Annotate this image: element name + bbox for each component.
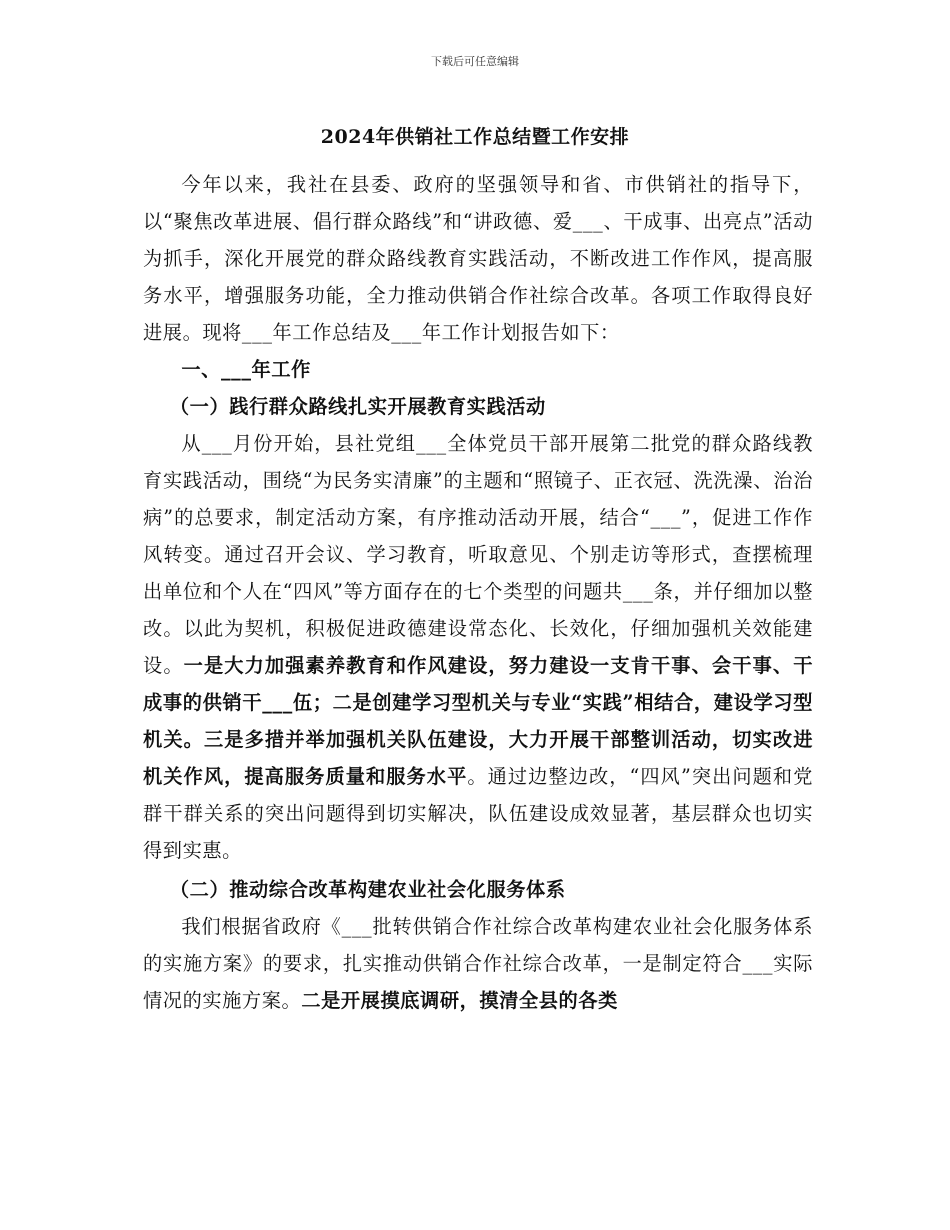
subsection-1-tail-text: 。通过边整边改，“四风”突出问题和党群干群关系的突出问题得到切实解决，队伍建设成效显著，基层群众也切实得到实惠。 [143, 765, 813, 862]
subsection-1-text: 从___月份开始，县社党组___全体党员干部开展第二批党的群众路线教育实践活动，围绕“为民务实清廉”的主题和“照镜子、正衣冠、洗洗澡、治治病”的总要求，制定活动方案，有序推动活动开展，结合“___”，促进工作作风转变。通过召开会议、学习教育，听取意见、个别走访等形式，查摆梳理出单位和个人在“四风”等方面存在的七个类型的问题共___条，并仔细加以整改。以此为契机，积极促进政德建设常态化、长效化，仔细加强机关效能建设。 [143, 432, 813, 677]
section-heading-1: 一、___年工作 [181, 358, 311, 381]
subsection-2-text: 我们根据省政府《___批转供销合作社综合改革构建农业社会化服务体系的实施方案》的要求，扎实推动供销合作社综合改革，一是制定符合___实际情况的实施方案。 [143, 915, 813, 1012]
header-note: 下载后可任意编辑 [431, 55, 519, 68]
document-body [143, 166, 813, 1019]
document-title: 2024年供销社工作总结暨工作安排 [320, 126, 630, 148]
subsection-1-paragraph [143, 425, 813, 869]
intro-paragraph: 今年以来，我社在县委、政府的坚强领导和省、市供销社的指导下，以“聚焦改革进展、倡行群众路线”和“讲政德、爱___、干成事、出亮点”活动为抓手，深化开展党的群众路线教育实践活动，不断改进工作作风，提高服务水平，增强服务功能，全力推动供销合作社综合改革。各项工作取得良好进展。现将___年工作总结及___年工作计划报告如下： [143, 173, 813, 344]
subsection-1-bold-text: 一是大力加强素养教育和作风建设，努力建设一支肯干事、会干事、干成事的供销干___伍；二是创建学习型机关与专业“实践”相结合，建设学习型机关。三是多措并举加强机关队伍建设，大力开展干部整训活动，切实改进机关作风，提高服务质量和服务水平 [143, 654, 813, 788]
subsection-heading-2: （二）推动综合改革构建农业社会化服务体系 [169, 878, 566, 901]
subsection-heading-1: （一）践行群众路线扎实开展教育实践活动 [169, 395, 546, 418]
subsection-2-paragraph [143, 908, 813, 1019]
subsection-2-bold-text: 二是开展摸底调研，摸清全县的各类 [301, 989, 618, 1012]
